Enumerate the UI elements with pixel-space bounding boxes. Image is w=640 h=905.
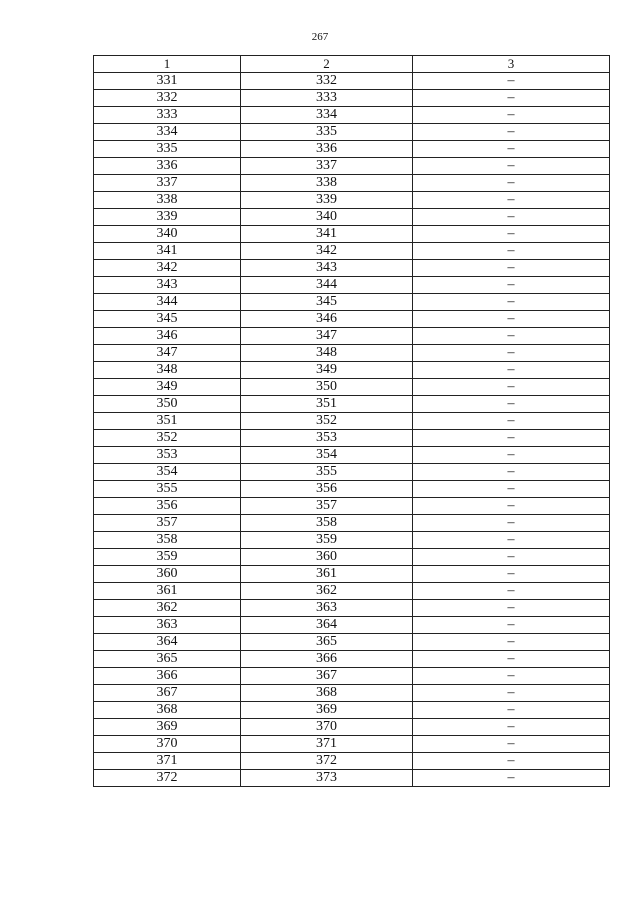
table-row: [94, 753, 610, 770]
table-cell-col-3: –: [413, 107, 610, 124]
table-cell-col-1: 344: [94, 294, 241, 311]
table-cell-col-2: 365: [241, 634, 413, 651]
table-row: [94, 702, 610, 719]
page-number: 267: [311, 31, 329, 43]
table-cell-col-1: 348: [94, 362, 241, 379]
table-cell-col-1: 332: [94, 90, 241, 107]
table-cell-col-2: 357: [241, 498, 413, 515]
table-row: [94, 396, 610, 413]
column-header-3: 3: [413, 56, 610, 73]
table-row: [94, 226, 610, 243]
table-cell-col-2: 352: [241, 413, 413, 430]
table-row: [94, 685, 610, 702]
table-cell-col-1: 370: [94, 736, 241, 753]
table-cell-col-3: –: [413, 532, 610, 549]
table-cell-col-2: 339: [241, 192, 413, 209]
table-cell-col-2: 337: [241, 158, 413, 175]
table-row: [94, 498, 610, 515]
table-row: [94, 175, 610, 192]
table-row: [94, 90, 610, 107]
table-cell-col-3: –: [413, 379, 610, 396]
table-cell-col-3: –: [413, 447, 610, 464]
table-cell-col-1: 335: [94, 141, 241, 158]
table-cell-col-2: 348: [241, 345, 413, 362]
table-cell-col-1: 366: [94, 668, 241, 685]
table-cell-col-2: 370: [241, 719, 413, 736]
table-row: [94, 328, 610, 345]
table-cell-col-3: –: [413, 294, 610, 311]
table-cell-col-1: 337: [94, 175, 241, 192]
table-row: [94, 481, 610, 498]
table-cell-col-1: 358: [94, 532, 241, 549]
table-cell-col-2: 361: [241, 566, 413, 583]
table-cell-col-2: 347: [241, 328, 413, 345]
table-cell-col-2: 350: [241, 379, 413, 396]
table-cell-col-2: 364: [241, 617, 413, 634]
table-row: [94, 634, 610, 651]
table-cell-col-2: 362: [241, 583, 413, 600]
table-cell-col-3: –: [413, 464, 610, 481]
table-cell-col-3: –: [413, 634, 610, 651]
table-cell-col-1: 369: [94, 719, 241, 736]
table-cell-col-2: 334: [241, 107, 413, 124]
table-cell-col-1: 341: [94, 243, 241, 260]
table-cell-col-1: 352: [94, 430, 241, 447]
table-cell-col-3: –: [413, 566, 610, 583]
table-cell-col-2: 358: [241, 515, 413, 532]
table-cell-col-3: –: [413, 583, 610, 600]
table-cell-col-2: 360: [241, 549, 413, 566]
table-cell-col-3: –: [413, 175, 610, 192]
table-cell-col-1: 345: [94, 311, 241, 328]
table-cell-col-3: –: [413, 515, 610, 532]
table-cell-col-3: –: [413, 770, 610, 787]
table-cell-col-1: 346: [94, 328, 241, 345]
table-cell-col-1: 356: [94, 498, 241, 515]
table-cell-col-2: 356: [241, 481, 413, 498]
table-cell-col-2: 371: [241, 736, 413, 753]
table-cell-col-3: –: [413, 481, 610, 498]
table-cell-col-1: 360: [94, 566, 241, 583]
table-cell-col-3: –: [413, 192, 610, 209]
table-cell-col-3: –: [413, 158, 610, 175]
table-row: [94, 583, 610, 600]
table-cell-col-1: 343: [94, 277, 241, 294]
table-cell-col-1: 350: [94, 396, 241, 413]
table-row: [94, 549, 610, 566]
table-row: [94, 107, 610, 124]
table-cell-col-1: 331: [94, 73, 241, 90]
table-cell-col-3: –: [413, 651, 610, 668]
table-cell-col-2: 359: [241, 532, 413, 549]
table-cell-col-2: 351: [241, 396, 413, 413]
table-cell-col-3: –: [413, 277, 610, 294]
table-cell-col-1: 363: [94, 617, 241, 634]
table-row: [94, 379, 610, 396]
table-cell-col-1: 371: [94, 753, 241, 770]
table-row: [94, 141, 610, 158]
table-row: [94, 719, 610, 736]
table-row: [94, 243, 610, 260]
table-row: [94, 651, 610, 668]
table-row: [94, 668, 610, 685]
table-cell-col-3: –: [413, 617, 610, 634]
table-cell-col-3: –: [413, 396, 610, 413]
table-header: [94, 56, 610, 73]
table-cell-col-2: 340: [241, 209, 413, 226]
table-cell-col-1: 367: [94, 685, 241, 702]
table-row: [94, 311, 610, 328]
table-cell-col-1: 353: [94, 447, 241, 464]
table-cell-col-2: 344: [241, 277, 413, 294]
table-cell-col-1: 351: [94, 413, 241, 430]
table-cell-col-3: –: [413, 498, 610, 515]
table-cell-col-2: 341: [241, 226, 413, 243]
table-row: [94, 73, 610, 90]
table-cell-col-3: –: [413, 124, 610, 141]
table-cell-col-3: –: [413, 668, 610, 685]
header-row: [94, 56, 610, 73]
table-row: [94, 515, 610, 532]
table-cell-col-3: –: [413, 736, 610, 753]
table-cell-col-3: –: [413, 549, 610, 566]
table-cell-col-1: 340: [94, 226, 241, 243]
table-row: [94, 277, 610, 294]
table-row: [94, 770, 610, 787]
table-cell-col-2: 372: [241, 753, 413, 770]
table-cell-col-2: 369: [241, 702, 413, 719]
table-cell-col-3: –: [413, 90, 610, 107]
table-cell-col-3: –: [413, 345, 610, 362]
table-cell-col-3: –: [413, 226, 610, 243]
table-cell-col-1: 372: [94, 770, 241, 787]
table-cell-col-1: 333: [94, 107, 241, 124]
table-cell-col-1: 339: [94, 209, 241, 226]
table-row: [94, 413, 610, 430]
table-cell-col-2: 353: [241, 430, 413, 447]
table-cell-col-2: 336: [241, 141, 413, 158]
data-table: [93, 55, 610, 787]
table-cell-col-2: 342: [241, 243, 413, 260]
table-row: [94, 362, 610, 379]
table-cell-col-1: 336: [94, 158, 241, 175]
table-cell-col-1: 349: [94, 379, 241, 396]
table-cell-col-2: 368: [241, 685, 413, 702]
table-cell-col-1: 338: [94, 192, 241, 209]
table-row: [94, 192, 610, 209]
table-cell-col-3: –: [413, 141, 610, 158]
table-row: [94, 158, 610, 175]
table-cell-col-1: 362: [94, 600, 241, 617]
table-cell-col-1: 334: [94, 124, 241, 141]
table-cell-col-2: 367: [241, 668, 413, 685]
column-header-2: 2: [241, 56, 413, 73]
table-cell-col-2: 332: [241, 73, 413, 90]
table-cell-col-2: 338: [241, 175, 413, 192]
table-row: [94, 294, 610, 311]
table-cell-col-2: 354: [241, 447, 413, 464]
table-cell-col-3: –: [413, 73, 610, 90]
table-cell-col-1: 354: [94, 464, 241, 481]
table-cell-col-2: 355: [241, 464, 413, 481]
table-cell-col-1: 361: [94, 583, 241, 600]
table-body: [94, 73, 610, 787]
table-cell-col-1: 368: [94, 702, 241, 719]
table-cell-col-2: 345: [241, 294, 413, 311]
table-row: [94, 447, 610, 464]
table-cell-col-2: 366: [241, 651, 413, 668]
table-row: [94, 617, 610, 634]
table-cell-col-1: 357: [94, 515, 241, 532]
table-cell-col-1: 359: [94, 549, 241, 566]
table-row: [94, 209, 610, 226]
table-row: [94, 566, 610, 583]
table-cell-col-3: –: [413, 243, 610, 260]
table-cell-col-3: –: [413, 260, 610, 277]
table-cell-col-3: –: [413, 600, 610, 617]
table-cell-col-3: –: [413, 702, 610, 719]
table-cell-col-2: 333: [241, 90, 413, 107]
table-cell-col-2: 335: [241, 124, 413, 141]
table-cell-col-3: –: [413, 413, 610, 430]
table-cell-col-1: 347: [94, 345, 241, 362]
table-cell-col-3: –: [413, 311, 610, 328]
table-cell-col-1: 355: [94, 481, 241, 498]
column-header-1: 1: [94, 56, 241, 73]
table-cell-col-3: –: [413, 430, 610, 447]
table-row: [94, 430, 610, 447]
table-row: [94, 260, 610, 277]
table-cell-col-2: 363: [241, 600, 413, 617]
table-row: [94, 345, 610, 362]
table-cell-col-1: 364: [94, 634, 241, 651]
table-cell-col-1: 342: [94, 260, 241, 277]
table-cell-col-3: –: [413, 753, 610, 770]
table-cell-col-1: 365: [94, 651, 241, 668]
table-cell-col-2: 349: [241, 362, 413, 379]
table-cell-col-3: –: [413, 362, 610, 379]
table-cell-col-2: 373: [241, 770, 413, 787]
table-row: [94, 532, 610, 549]
table-row: [94, 124, 610, 141]
table-cell-col-3: –: [413, 685, 610, 702]
table-cell-col-3: –: [413, 209, 610, 226]
table-row: [94, 600, 610, 617]
table-cell-col-2: 346: [241, 311, 413, 328]
table-cell-col-3: –: [413, 328, 610, 345]
table-row: [94, 736, 610, 753]
table-row: [94, 464, 610, 481]
table-cell-col-2: 343: [241, 260, 413, 277]
table-cell-col-3: –: [413, 719, 610, 736]
